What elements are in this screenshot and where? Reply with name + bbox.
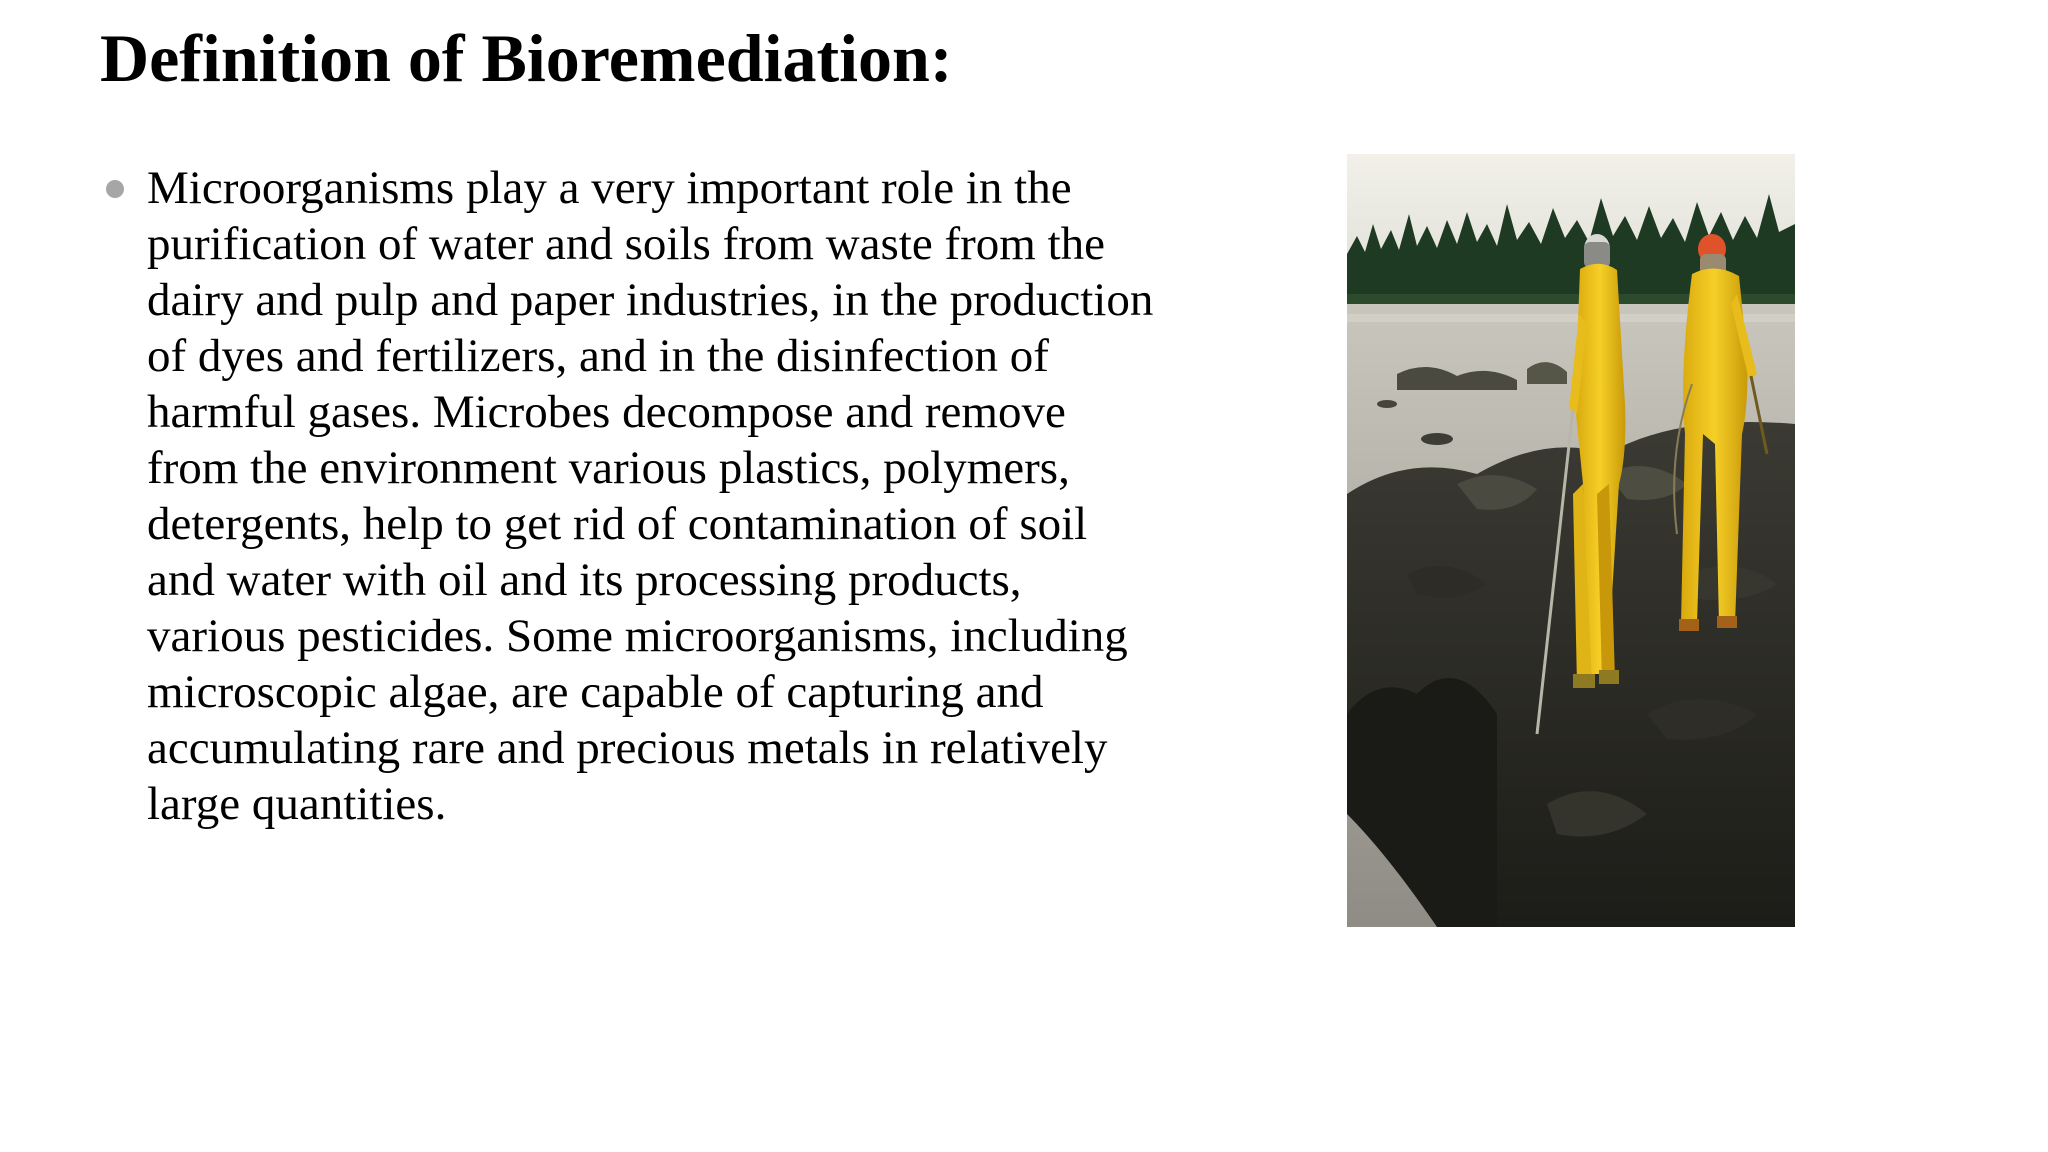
bullet-text-line: detergents, help to get rid of contamination of soil: [147, 498, 1088, 550]
bullet-text-line: Microorganisms play a very important role in the: [147, 162, 1072, 214]
bullet-text-line: accumulating rare and precious metals in relatively: [147, 722, 1108, 774]
bullet-text-line: purification of water and soils from waste from the: [147, 218, 1105, 270]
oil-cleanup-photo: [1347, 154, 1795, 927]
slide-title: Definition of Bioremediation:: [100, 20, 953, 96]
oil-cleanup-illustration: [1347, 154, 1795, 927]
bullet-text-line: large quantities.: [147, 778, 447, 830]
bullet-text-line: various pesticides. Some microorganisms, including: [147, 610, 1128, 662]
bullet-text-line: microscopic algae, are capable of capturing and: [147, 666, 1044, 718]
bullet-text-line: and water with oil and its processing products,: [147, 554, 1022, 606]
bullet-text-line: harmful gases. Microbes decompose and remove: [147, 386, 1066, 438]
bullet-text-line: dairy and pulp and paper industries, in the production: [147, 274, 1154, 326]
bullet-list: [100, 160, 1280, 832]
bullet-item: [100, 160, 1280, 832]
bullet-text-line: of dyes and fertilizers, and in the disinfection of: [147, 330, 1049, 382]
bullet-dot-icon: [106, 180, 124, 198]
bullet-text-line: from the environment various plastics, polymers,: [147, 442, 1070, 494]
